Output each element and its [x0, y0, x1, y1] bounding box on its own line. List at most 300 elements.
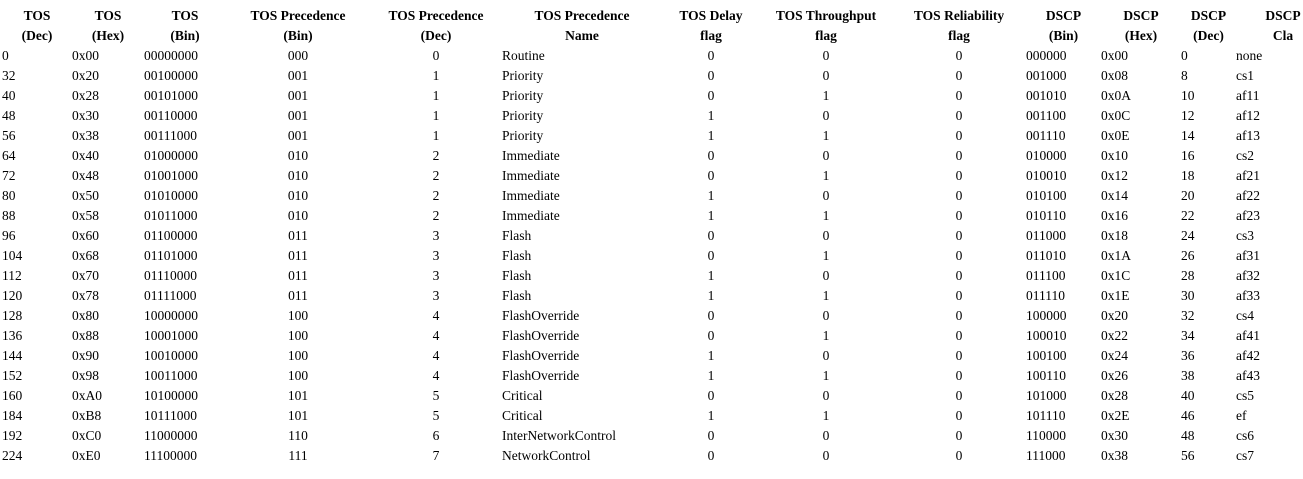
cell-precedence-dec: 7 [432, 448, 440, 463]
cell-throughput-flag: 0 [822, 428, 830, 443]
cell-delay-flag: 1 [707, 268, 715, 283]
cell-reliability-flag: 0 [955, 328, 963, 343]
cell-dscp-bin: 001100 [1026, 108, 1066, 123]
cell-dscp-dec: 30 [1181, 288, 1195, 303]
cell-precedence-dec: 4 [432, 328, 440, 343]
table-row [2, 246, 1303, 266]
cell-precedence-dec: 5 [432, 408, 440, 423]
cell-reliability-flag: 0 [955, 88, 963, 103]
cell-throughput-flag: 0 [822, 228, 830, 243]
cell-precedence-bin: 010 [287, 168, 309, 183]
cell-tos-hex: 0x28 [72, 88, 99, 103]
cell-tos-bin: 01111000 [144, 288, 197, 303]
table-row [2, 286, 1303, 306]
cell-throughput-flag: 1 [822, 288, 830, 303]
cell-tos-dec: 136 [2, 328, 23, 343]
cell-precedence-dec: 3 [432, 228, 440, 243]
cell-tos-hex: 0x98 [72, 368, 99, 383]
cell-reliability-flag: 0 [955, 448, 963, 463]
cell-dscp-class: ef [1236, 408, 1247, 423]
cell-reliability-flag: 0 [955, 248, 963, 263]
cell-tos-hex: 0xC0 [72, 428, 102, 443]
cell-delay-flag: 1 [707, 348, 715, 363]
cell-precedence-bin: 001 [287, 108, 309, 123]
cell-dscp-bin: 010100 [1026, 188, 1067, 203]
cell-reliability-flag: 0 [955, 128, 963, 143]
cell-tos-bin: 10111000 [144, 408, 197, 423]
cell-reliability-flag: 0 [955, 388, 963, 403]
table-row [2, 346, 1303, 366]
cell-precedence-bin: 100 [287, 328, 309, 343]
cell-dscp-dec: 14 [1181, 128, 1195, 143]
cell-dscp-dec: 26 [1181, 248, 1195, 263]
cell-tos-hex: 0xB8 [72, 408, 102, 423]
cell-dscp-dec: 0 [1181, 48, 1188, 63]
cell-precedence-name: Priority [502, 108, 544, 123]
cell-dscp-dec: 8 [1181, 68, 1188, 83]
cell-tos-bin: 00111000 [144, 128, 197, 143]
cell-tos-hex: 0x20 [72, 68, 99, 83]
cell-precedence-dec: 0 [432, 48, 440, 63]
cell-dscp-hex: 0x1C [1101, 268, 1131, 283]
col-header-tos-bin: TOS (Bin) [170, 8, 200, 43]
cell-dscp-hex: 0x24 [1101, 348, 1128, 363]
cell-precedence-bin: 001 [287, 68, 309, 83]
cell-precedence-name: Priority [502, 88, 544, 103]
cell-throughput-flag: 1 [822, 208, 830, 223]
cell-throughput-flag: 1 [822, 128, 830, 143]
cell-tos-hex: 0x68 [72, 248, 99, 263]
cell-tos-dec: 224 [2, 448, 23, 463]
cell-throughput-flag: 1 [822, 168, 830, 183]
cell-dscp-class: cs3 [1236, 228, 1254, 243]
col-header-precedence-dec: TOS Precedence (Dec) [388, 8, 484, 43]
col-header-throughput-flag: TOS Throughput flag [775, 8, 877, 43]
cell-precedence-dec: 4 [432, 348, 440, 363]
col-header-reliability-flag: TOS Reliability flag [913, 8, 1005, 43]
cell-precedence-dec: 3 [432, 288, 440, 303]
cell-precedence-name: Priority [502, 128, 544, 143]
cell-dscp-bin: 110000 [1026, 428, 1066, 443]
cell-delay-flag: 1 [707, 208, 715, 223]
cell-dscp-class: cs2 [1236, 148, 1254, 163]
cell-tos-dec: 160 [2, 388, 23, 403]
cell-dscp-dec: 12 [1181, 108, 1195, 123]
cell-tos-hex: 0x80 [72, 308, 99, 323]
cell-dscp-bin: 100000 [1026, 308, 1067, 323]
cell-dscp-class: af22 [1236, 188, 1260, 203]
cell-reliability-flag: 0 [955, 188, 963, 203]
header-row [2, 6, 1303, 46]
cell-precedence-name: Flash [502, 248, 532, 263]
cell-precedence-bin: 100 [287, 348, 309, 363]
cell-throughput-flag: 0 [822, 388, 830, 403]
cell-dscp-hex: 0x2E [1101, 408, 1130, 423]
cell-dscp-dec: 34 [1181, 328, 1195, 343]
cell-precedence-bin: 011 [288, 248, 308, 263]
cell-tos-dec: 80 [2, 188, 16, 203]
cell-throughput-flag: 0 [822, 188, 830, 203]
table-row [2, 66, 1303, 86]
cell-delay-flag: 1 [707, 368, 715, 383]
cell-tos-dec: 152 [2, 368, 23, 383]
cell-dscp-dec: 56 [1181, 448, 1195, 463]
cell-dscp-bin: 111000 [1026, 448, 1066, 463]
table-row [2, 206, 1303, 226]
cell-dscp-bin: 001110 [1026, 128, 1066, 143]
cell-throughput-flag: 0 [822, 308, 830, 323]
cell-delay-flag: 1 [707, 408, 715, 423]
cell-tos-dec: 144 [2, 348, 23, 363]
table-row [2, 166, 1303, 186]
cell-delay-flag: 0 [707, 388, 715, 403]
cell-precedence-bin: 101 [287, 388, 309, 403]
col-header-dscp-hex: DSCP (Hex) [1123, 8, 1159, 43]
cell-dscp-class: af33 [1236, 288, 1260, 303]
cell-delay-flag: 1 [707, 108, 715, 123]
cell-dscp-dec: 32 [1181, 308, 1195, 323]
cell-delay-flag: 1 [707, 288, 715, 303]
cell-precedence-dec: 1 [432, 68, 440, 83]
table-row [2, 126, 1303, 146]
cell-throughput-flag: 1 [822, 328, 830, 343]
cell-precedence-bin: 010 [287, 188, 309, 203]
cell-dscp-dec: 24 [1181, 228, 1195, 243]
cell-throughput-flag: 1 [822, 368, 830, 383]
cell-tos-bin: 01110000 [144, 268, 197, 283]
cell-reliability-flag: 0 [955, 308, 963, 323]
cell-tos-dec: 104 [2, 248, 23, 263]
cell-tos-dec: 32 [2, 68, 16, 83]
cell-precedence-name: FlashOverride [502, 368, 580, 383]
cell-throughput-flag: 0 [822, 108, 830, 123]
cell-tos-dec: 120 [2, 288, 23, 303]
cell-throughput-flag: 0 [822, 348, 830, 363]
cell-tos-bin: 10001000 [144, 328, 198, 343]
table-row [2, 46, 1303, 66]
cell-precedence-name: Flash [502, 268, 532, 283]
cell-tos-hex: 0x90 [72, 348, 99, 363]
table-header [2, 6, 1303, 46]
cell-throughput-flag: 1 [822, 248, 830, 263]
table-row [2, 106, 1303, 126]
cell-tos-dec: 0 [2, 48, 9, 63]
cell-tos-bin: 01100000 [144, 228, 198, 243]
cell-dscp-class: af42 [1236, 348, 1260, 363]
cell-precedence-name: Flash [502, 288, 532, 303]
cell-tos-dec: 64 [2, 148, 16, 163]
table-row [2, 226, 1303, 246]
cell-precedence-bin: 010 [287, 208, 309, 223]
cell-dscp-class: af23 [1236, 208, 1260, 223]
cell-delay-flag: 0 [707, 168, 715, 183]
cell-dscp-bin: 001010 [1026, 88, 1067, 103]
cell-tos-hex: 0xA0 [72, 388, 102, 403]
cell-tos-bin: 00100000 [144, 68, 198, 83]
cell-reliability-flag: 0 [955, 168, 963, 183]
cell-tos-hex: 0x78 [72, 288, 99, 303]
cell-tos-dec: 48 [2, 108, 16, 123]
cell-precedence-dec: 3 [432, 268, 440, 283]
cell-tos-dec: 72 [2, 168, 16, 183]
cell-dscp-bin: 010110 [1026, 208, 1066, 223]
table-body [2, 46, 1303, 466]
cell-precedence-dec: 6 [432, 428, 440, 443]
cell-dscp-class: cs4 [1236, 308, 1254, 323]
cell-precedence-bin: 001 [287, 88, 309, 103]
cell-tos-hex: 0x48 [72, 168, 99, 183]
cell-delay-flag: 0 [707, 88, 715, 103]
table-row [2, 186, 1303, 206]
cell-dscp-hex: 0x26 [1101, 368, 1128, 383]
cell-dscp-hex: 0x20 [1101, 308, 1128, 323]
cell-tos-bin: 11100000 [144, 448, 197, 463]
cell-throughput-flag: 0 [822, 268, 830, 283]
cell-dscp-class: af21 [1236, 168, 1260, 183]
cell-dscp-dec: 48 [1181, 428, 1195, 443]
cell-reliability-flag: 0 [955, 208, 963, 223]
cell-precedence-bin: 111 [288, 448, 308, 463]
cell-precedence-dec: 3 [432, 248, 440, 263]
cell-reliability-flag: 0 [955, 428, 963, 443]
cell-tos-dec: 96 [2, 228, 16, 243]
cell-precedence-bin: 100 [287, 308, 309, 323]
col-header-dscp-class: DSCP Cla [1265, 8, 1301, 43]
cell-dscp-hex: 0x22 [1101, 328, 1128, 343]
cell-precedence-name: Critical [502, 388, 543, 403]
cell-tos-dec: 192 [2, 428, 23, 443]
cell-tos-hex: 0x88 [72, 328, 99, 343]
cell-reliability-flag: 0 [955, 148, 963, 163]
table-row [2, 306, 1303, 326]
cell-dscp-class: cs6 [1236, 428, 1254, 443]
cell-tos-hex: 0x70 [72, 268, 99, 283]
col-header-dscp-dec: DSCP (Dec) [1190, 8, 1227, 43]
cell-tos-bin: 01011000 [144, 208, 198, 223]
cell-dscp-hex: 0x1E [1101, 288, 1130, 303]
cell-dscp-dec: 16 [1181, 148, 1195, 163]
table-row [2, 326, 1303, 346]
col-header-tos-dec: TOS (Dec) [21, 8, 53, 43]
cell-precedence-bin: 001 [287, 128, 309, 143]
cell-tos-hex: 0xE0 [72, 448, 101, 463]
col-header-precedence-name: TOS Precedence Name [534, 8, 630, 43]
cell-throughput-flag: 0 [822, 148, 830, 163]
cell-dscp-bin: 100110 [1026, 368, 1066, 383]
col-header-delay-flag: TOS Delay flag [679, 8, 743, 43]
cell-precedence-bin: 010 [287, 148, 309, 163]
cell-precedence-dec: 2 [432, 168, 440, 183]
cell-dscp-bin: 011000 [1026, 228, 1066, 243]
cell-dscp-hex: 0x28 [1101, 388, 1128, 403]
tos-dscp-table [2, 6, 1303, 466]
cell-dscp-dec: 28 [1181, 268, 1195, 283]
table-row [2, 86, 1303, 106]
cell-dscp-bin: 010000 [1026, 148, 1067, 163]
cell-tos-bin: 01010000 [144, 188, 198, 203]
cell-dscp-hex: 0x12 [1101, 168, 1128, 183]
cell-dscp-class: cs1 [1236, 68, 1254, 83]
cell-dscp-dec: 20 [1181, 188, 1195, 203]
cell-dscp-bin: 001000 [1026, 68, 1067, 83]
cell-dscp-dec: 40 [1181, 388, 1195, 403]
cell-delay-flag: 0 [707, 48, 715, 63]
cell-throughput-flag: 0 [822, 48, 830, 63]
cell-precedence-bin: 101 [287, 408, 309, 423]
cell-tos-bin: 01101000 [144, 248, 198, 263]
cell-tos-dec: 88 [2, 208, 16, 223]
cell-tos-bin: 01001000 [144, 168, 198, 183]
cell-dscp-dec: 10 [1181, 88, 1195, 103]
cell-precedence-name: FlashOverride [502, 348, 580, 363]
cell-tos-bin: 10000000 [144, 308, 198, 323]
cell-dscp-bin: 101110 [1026, 408, 1066, 423]
cell-dscp-hex: 0x0A [1101, 88, 1131, 103]
cell-tos-bin: 00101000 [144, 88, 198, 103]
cell-delay-flag: 0 [707, 448, 715, 463]
cell-dscp-bin: 011110 [1026, 288, 1065, 303]
cell-precedence-name: Priority [502, 68, 544, 83]
cell-reliability-flag: 0 [955, 368, 963, 383]
cell-dscp-hex: 0x00 [1101, 48, 1128, 63]
cell-tos-hex: 0x60 [72, 228, 99, 243]
cell-delay-flag: 0 [707, 308, 715, 323]
cell-dscp-class: af43 [1236, 368, 1260, 383]
cell-dscp-hex: 0x1A [1101, 248, 1131, 263]
cell-tos-hex: 0x58 [72, 208, 99, 223]
cell-dscp-class: af13 [1236, 128, 1260, 143]
cell-tos-dec: 56 [2, 128, 16, 143]
cell-precedence-dec: 4 [432, 368, 440, 383]
cell-dscp-dec: 46 [1181, 408, 1195, 423]
cell-dscp-class: none [1236, 48, 1263, 63]
table-row [2, 146, 1303, 166]
cell-delay-flag: 0 [707, 248, 715, 263]
cell-dscp-hex: 0x10 [1101, 148, 1128, 163]
cell-reliability-flag: 0 [955, 268, 963, 283]
cell-delay-flag: 0 [707, 328, 715, 343]
cell-precedence-bin: 011 [288, 288, 308, 303]
cell-delay-flag: 1 [707, 128, 715, 143]
cell-precedence-dec: 1 [432, 88, 440, 103]
cell-dscp-class: af11 [1236, 88, 1260, 103]
cell-precedence-name: Immediate [502, 168, 560, 183]
cell-dscp-bin: 100100 [1026, 348, 1067, 363]
cell-precedence-name: Routine [502, 48, 545, 63]
cell-throughput-flag: 0 [822, 68, 830, 83]
cell-dscp-bin: 000000 [1026, 48, 1067, 63]
cell-precedence-bin: 011 [288, 268, 308, 283]
cell-dscp-dec: 36 [1181, 348, 1195, 363]
cell-dscp-hex: 0x18 [1101, 228, 1128, 243]
cell-dscp-hex: 0x0C [1101, 108, 1131, 123]
cell-tos-dec: 184 [2, 408, 23, 423]
cell-precedence-dec: 4 [432, 308, 440, 323]
cell-reliability-flag: 0 [955, 408, 963, 423]
cell-reliability-flag: 0 [955, 108, 963, 123]
cell-precedence-bin: 100 [287, 368, 309, 383]
cell-precedence-bin: 110 [288, 428, 308, 443]
cell-tos-bin: 10010000 [144, 348, 198, 363]
cell-dscp-hex: 0x16 [1101, 208, 1128, 223]
cell-dscp-bin: 101000 [1026, 388, 1067, 403]
cell-dscp-hex: 0x14 [1101, 188, 1128, 203]
cell-precedence-name: InterNetworkControl [502, 428, 616, 443]
cell-precedence-name: Critical [502, 408, 543, 423]
cell-tos-dec: 128 [2, 308, 23, 323]
cell-precedence-dec: 2 [432, 208, 440, 223]
cell-tos-hex: 0x40 [72, 148, 99, 163]
table-row [2, 386, 1303, 406]
cell-tos-bin: 00110000 [144, 108, 198, 123]
cell-dscp-class: af31 [1236, 248, 1260, 263]
cell-tos-bin: 11000000 [144, 428, 198, 443]
cell-precedence-bin: 000 [287, 48, 309, 63]
cell-reliability-flag: 0 [955, 348, 963, 363]
col-header-dscp-bin: DSCP (Bin) [1045, 8, 1082, 43]
cell-tos-dec: 40 [2, 88, 16, 103]
cell-dscp-class: af12 [1236, 108, 1260, 123]
col-header-precedence-bin: TOS Precedence (Bin) [250, 8, 346, 43]
cell-precedence-name: NetworkControl [502, 448, 591, 463]
cell-precedence-bin: 011 [288, 228, 308, 243]
cell-delay-flag: 0 [707, 228, 715, 243]
cell-precedence-dec: 2 [432, 188, 440, 203]
cell-dscp-dec: 18 [1181, 168, 1195, 183]
cell-dscp-hex: 0x30 [1101, 428, 1128, 443]
cell-precedence-name: Immediate [502, 208, 560, 223]
cell-tos-bin: 10100000 [144, 388, 198, 403]
cell-precedence-name: Immediate [502, 188, 560, 203]
cell-delay-flag: 0 [707, 428, 715, 443]
cell-precedence-dec: 5 [432, 388, 440, 403]
cell-tos-hex: 0x00 [72, 48, 99, 63]
cell-reliability-flag: 0 [955, 288, 963, 303]
cell-precedence-dec: 1 [432, 108, 440, 123]
cell-delay-flag: 0 [707, 148, 715, 163]
cell-dscp-hex: 0x0E [1101, 128, 1130, 143]
table-row [2, 426, 1303, 446]
cell-dscp-bin: 010010 [1026, 168, 1067, 183]
col-header-tos-hex: TOS (Hex) [91, 8, 125, 43]
table-row [2, 446, 1303, 466]
cell-precedence-name: Immediate [502, 148, 560, 163]
cell-precedence-name: FlashOverride [502, 328, 580, 343]
cell-dscp-hex: 0x38 [1101, 448, 1128, 463]
cell-dscp-class: af32 [1236, 268, 1260, 283]
cell-dscp-class: cs5 [1236, 388, 1254, 403]
cell-reliability-flag: 0 [955, 68, 963, 83]
cell-tos-dec: 112 [2, 268, 22, 283]
table-row [2, 266, 1303, 286]
cell-precedence-dec: 2 [432, 148, 440, 163]
cell-dscp-bin: 011100 [1026, 268, 1066, 283]
cell-dscp-class: cs7 [1236, 448, 1254, 463]
cell-tos-hex: 0x50 [72, 188, 99, 203]
cell-throughput-flag: 1 [822, 408, 830, 423]
table-row [2, 366, 1303, 386]
table-row [2, 406, 1303, 426]
cell-tos-hex: 0x30 [72, 108, 99, 123]
cell-dscp-hex: 0x08 [1101, 68, 1128, 83]
cell-reliability-flag: 0 [955, 228, 963, 243]
cell-throughput-flag: 0 [822, 448, 830, 463]
cell-dscp-bin: 100010 [1026, 328, 1067, 343]
cell-throughput-flag: 1 [822, 88, 830, 103]
cell-dscp-dec: 22 [1181, 208, 1195, 223]
cell-tos-hex: 0x38 [72, 128, 99, 143]
cell-reliability-flag: 0 [955, 48, 963, 63]
